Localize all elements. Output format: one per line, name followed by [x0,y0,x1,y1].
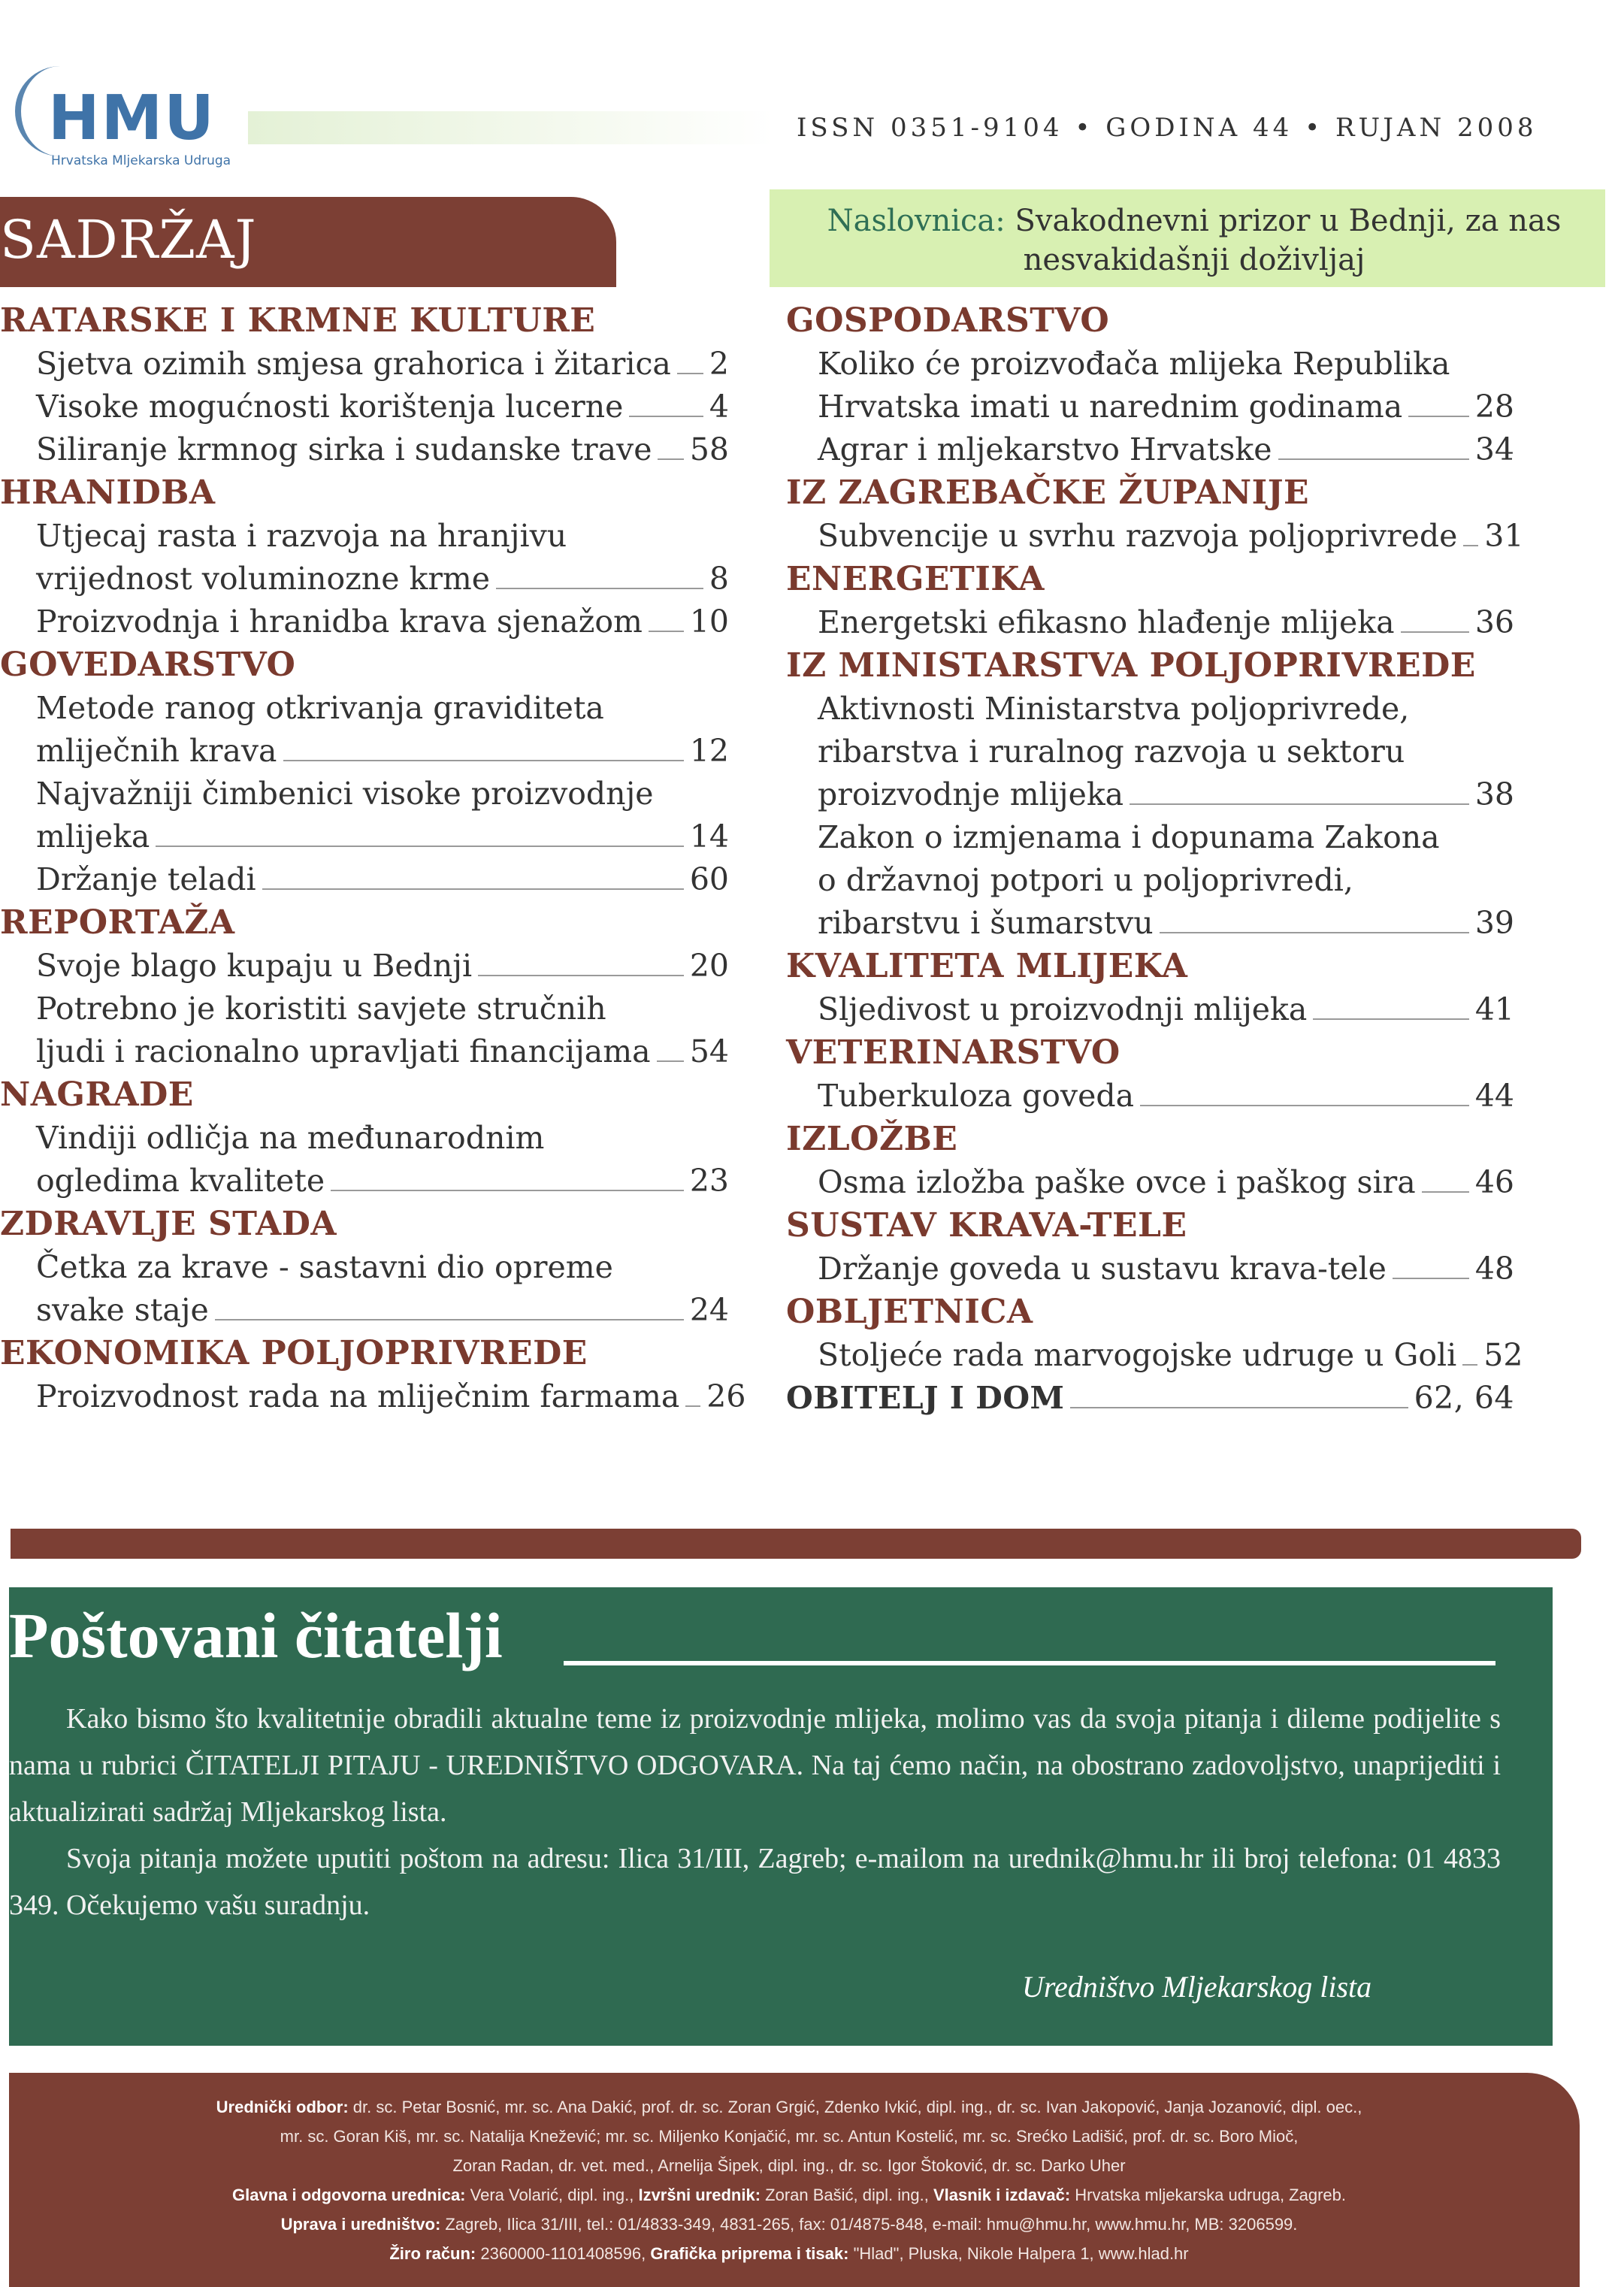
toc-section-heading: IZ ZAGREBAČKE ŽUPANIJE [786,473,1310,512]
footer-text: Zoran Bašić, dipl. ing., [765,2186,929,2204]
toc-entry-title: Držanje teladi [36,861,256,897]
footer-label: Grafička priprema i tisak: [650,2244,849,2263]
issn-line: ISSN 0351-9104 • GODINA 44 • RUJAN 2008 [797,113,1538,143]
toc-leader [1070,1407,1408,1408]
toc-leader [1463,545,1478,546]
footer-text: Hrvatska mljekarska udruga, Zagreb. [1075,2186,1346,2204]
toc-entry [0,558,729,600]
footer-label: Izvršni urednik: [638,2186,761,2204]
toc-entry-title: Agrar i mljekarstvo Hrvatske [818,431,1272,467]
footer-text: dr. sc. Petar Bosnić, mr. sc. Ana Dakić, prof. dr. sc. Zoran Grgić, Zdenko Ivkić, dipl. ing., dr. sc. Ivan Jakopović, Janja Jozanović, dipl. oec., [352,2098,1362,2116]
toc-entry [0,386,729,428]
toc-leader [283,760,684,761]
toc-entry [0,1375,746,1418]
toc-leader [496,588,703,589]
toc-section-heading: IZLOŽBE [786,1120,958,1158]
toc-entry [0,730,729,773]
toc-leader [1401,631,1469,633]
toc-entry-line: Metode ranog otkrivanja graviditeta [36,690,604,726]
header-band [248,111,774,144]
readers-title-rule [564,1661,1495,1665]
toc-entry-title: Subvencije u svrhu razvoja poljoprivrede [818,518,1458,554]
toc-entry [782,386,1514,428]
toc-page-number: 48 [1474,1251,1514,1287]
toc-leader [1140,1105,1469,1106]
toc-entry-line: ribarstva i ruralnog razvoja u sektoru [818,734,1405,770]
toc-entry-line: Četka za krave - sastavni dio opreme [36,1249,613,1285]
toc-entry-title: mlijeka [36,818,150,855]
toc-page-number: 62, 64 [1414,1380,1514,1416]
toc-section-heading: REPORTAŽA [0,903,235,942]
toc-leader [1160,932,1469,933]
toc-entry-title: Svoje blago kupaju u Bednji [36,948,473,984]
toc-page-number: 10 [689,604,729,640]
toc-entry-title: Sjetva ozimih smjesa grahorica i žitarica [36,346,671,382]
toc-page-number: 4 [709,389,729,425]
toc-entry-title: ogledima kvalitete [36,1163,325,1199]
toc-entry-title: Stoljeće rada marvogojske udruge u Goli [818,1337,1457,1373]
toc-entry [782,1334,1523,1377]
toc-entry-title: svake staje [36,1292,209,1328]
toc-entry [0,600,729,643]
toc-leader [1393,1278,1469,1279]
toc-page-number: 44 [1474,1078,1514,1114]
toc-entry-title: Osma izložba paške ovce i paškog sira [818,1164,1416,1200]
toc-entry-title: ribarstvu i šumarstvu [818,905,1154,941]
toc-section-heading: ENERGETIKA [786,560,1045,598]
toc-page-number: 12 [689,733,729,769]
toc-leader [262,888,684,890]
toc-leader [1462,1364,1477,1366]
footer-label: Žiro račun: [389,2244,476,2263]
toc-leader [331,1190,684,1191]
toc-leader [156,846,683,847]
toc-entry-line: Utjecaj rasta i razvoja na hranjivu [36,518,567,554]
toc-entry [0,1289,729,1332]
logo-text: HMU [48,83,216,154]
toc-section-heading [782,1377,1514,1420]
toc-page-number: 39 [1474,905,1514,941]
footer-text: 2360000-1101408596, [480,2244,646,2263]
toc-page-number: 20 [689,948,729,984]
toc-page-number: 2 [709,346,729,382]
toc-entry-title: Visoke mogućnosti korištenja lucerne [36,389,624,425]
toc-entry [0,858,729,901]
toc-entry [782,601,1514,644]
toc-entry [0,945,729,988]
toc-section-heading: EKONOMIKA POLJOPRIVREDE [0,1334,588,1372]
toc-leader [629,416,703,417]
toc-leader [215,1319,684,1320]
toc-entry [782,1248,1514,1290]
toc-entry-title: ljudi i racionalno upravljati financijama [36,1033,651,1069]
toc-entry [782,773,1514,816]
toc-leader [1130,803,1469,805]
toc-page-number: 24 [689,1292,729,1328]
footer-text: "Hlad", Pluska, Nikole Halpera 1, www.hlad.hr [853,2244,1189,2263]
toc-leader [649,631,684,632]
toc-entry-line: Najvažniji čimbenici visoke proizvodnje [36,776,654,812]
toc-section-heading: KVALITETA MLIJEKA [786,947,1188,985]
toc-page-number: 8 [709,561,729,597]
toc-section-heading: GOSPODARSTVO [786,301,1110,340]
toc-entry [782,1161,1514,1204]
toc-section-heading: VETERINARSTVO [786,1033,1120,1072]
toc-entry [782,428,1514,471]
toc-page-number: 28 [1474,389,1514,425]
toc-leader [1278,458,1469,460]
toc-entry [0,343,729,386]
toc-page-number: 58 [689,431,729,467]
toc-page-number: 60 [689,861,729,897]
toc-page-number: 54 [689,1033,729,1069]
toc-page-number: 14 [689,818,729,855]
toc-entry-line: o državnoj potpori u poljoprivredi, [818,862,1353,898]
toc-entry-title: vrijednost voluminozne krme [36,561,491,597]
toc-entry-title: Energetski efikasno hlađenje mlijeka [818,604,1395,640]
toc-entry [782,902,1514,945]
toc-page-number: 23 [689,1163,729,1199]
toc-leader [1313,1018,1468,1020]
toc-entry [0,428,729,471]
hmu-logo [12,62,253,167]
toc-entry [0,1030,729,1073]
readers-body [9,1696,1501,1929]
toc-entry [0,815,729,858]
readers-paragraph-2: Svoja pitanja možete uputiti poštom na adresu: Ilica 31/III, Zagreb; e-mailom na urednik@hmu.hr ili broj telefona: 01 4833 349. Očekujemo vašu suradnju. [9,1843,1501,1921]
divider-bar [11,1529,1581,1559]
toc-title: SADRŽAJ [0,209,257,271]
toc-page-number: 31 [1484,518,1524,554]
toc-entry-title: Hrvatska imati u narednim godinama [818,389,1403,425]
toc-entry-line: Aktivnosti Ministarstva poljoprivrede, [818,691,1410,727]
toc-entry [782,1075,1514,1118]
toc-entry-line: Potrebno je koristiti savjete stručnih [36,991,606,1027]
toc-section-heading: RATARSKE I KRMNE KULTURE [0,301,596,340]
toc-left-column [0,299,746,1418]
toc-entry-title: mliječnih krava [36,733,277,769]
toc-right-column [782,299,1524,1420]
toc-entry [782,515,1524,558]
toc-section-heading: GOVEDARSTVO [0,646,296,684]
toc-entry-line: Vindiji odličja na međunarodnim [36,1120,545,1156]
cover-caption [800,201,1589,280]
toc-leader [478,975,684,976]
cover-caption-label: Naslovnica: [827,204,1006,238]
toc-entry-title: proizvodnje mlijeka [818,776,1124,812]
toc-entry-title: Sljedivost u proizvodnji mlijeka [818,991,1308,1027]
toc-entry-title: Držanje goveda u sustavu krava-tele [818,1251,1387,1287]
toc-section-heading: NAGRADE [0,1075,194,1114]
toc-entry-title: Proizvodnja i hranidba krava sjenažom [36,604,643,640]
toc-section-heading: ZDRAVLJE STADA [0,1205,337,1243]
toc-entry-line: Koliko će proizvođača mlijeka Republika [818,346,1450,382]
footer-text: Zoran Radan, dr. vet. med., Arnelija Šipek, dipl. ing., dr. sc. Igor Štoković, dr. sc. Darko Uher [452,2156,1126,2175]
readers-paragraph-1: Kako bismo što kvalitetnije obradili aktualne teme iz proizvodnje mlijeka, molimo vas da svoja pitanja i dileme podijelite s nama u rubrici ČITATELJI PITAJU - UREDNIŠTVO ODGOVARA. Na taj ćemo način, na obostrano zadovoljstvo, unaprijediti i aktualizirati sadržaj Mljekarskog lista. [9,1703,1501,1828]
toc-leader [658,458,683,460]
cover-caption-text: Svakodnevni prizor u Bednji, za nas nesvakidašnji doživljaj [1015,204,1562,277]
toc-section-heading: HRANIDBA [0,473,216,512]
footer-label: Vlasnik i izdavač: [933,2186,1071,2204]
footer-label: Glavna i odgovorna urednica: [232,2186,466,2204]
toc-page-number: 34 [1474,431,1514,467]
toc-page-number: 36 [1474,604,1514,640]
toc-leader [657,1060,684,1062]
toc-page-number: 38 [1474,776,1514,812]
toc-section-heading: IZ MINISTARSTVA POLJOPRIVREDE [786,646,1476,685]
logo-subtitle: Hrvatska Mljekarska Udruga [51,153,231,168]
toc-page-number: 52 [1483,1337,1523,1373]
toc-leader [1422,1191,1469,1193]
readers-signature: Uredništvo Mljekarskog lista [1022,1970,1372,2004]
toc-entry-title: Proizvodnost rada na mliječnim farmama [36,1378,680,1414]
readers-title: Poštovani čitatelji [9,1599,503,1671]
toc-section-heading: SUSTAV KRAVA-TELE [786,1206,1187,1245]
footer-text: Zagreb, Ilica 31/III, tel.: 01/4833-349, 4831-265, fax: 01/4875-848, e-mail: hmu@hmu.hr, www.hmu.hr, MB: 3206599. [445,2215,1298,2234]
toc-entry-title: Tuberkuloza goveda [818,1078,1135,1114]
toc-page-number: 46 [1474,1164,1514,1200]
footer-label: Uprava i uredništvo: [280,2215,441,2234]
toc-entry [782,988,1514,1031]
footer-credits [30,2092,1548,2268]
toc-page-number: 41 [1474,991,1514,1027]
toc-entry-line: Zakon o izmjenama i dopunama Zakona [818,819,1440,855]
toc-section-title: OBITELJ I DOM [786,1380,1065,1416]
toc-leader [685,1405,700,1407]
footer-label: Urednički odbor: [216,2098,349,2116]
toc-page-number: 26 [706,1378,746,1414]
toc-leader [1408,416,1469,417]
toc-entry [0,1160,729,1202]
footer-text: Vera Volarić, dipl. ing., [470,2186,634,2204]
toc-section-heading: OBLJETNICA [786,1293,1033,1331]
toc-leader [677,373,703,374]
footer-text: mr. sc. Goran Kiš, mr. sc. Natalija Knežević; mr. sc. Miljenko Konjačić, mr. sc. Antun Kostelić, mr. sc. Srećko Ladišić, prof. dr. sc. Boro Mioč, [280,2127,1299,2146]
toc-entry-title: Siliranje krmnog sirka i sudanske trave [36,431,652,467]
